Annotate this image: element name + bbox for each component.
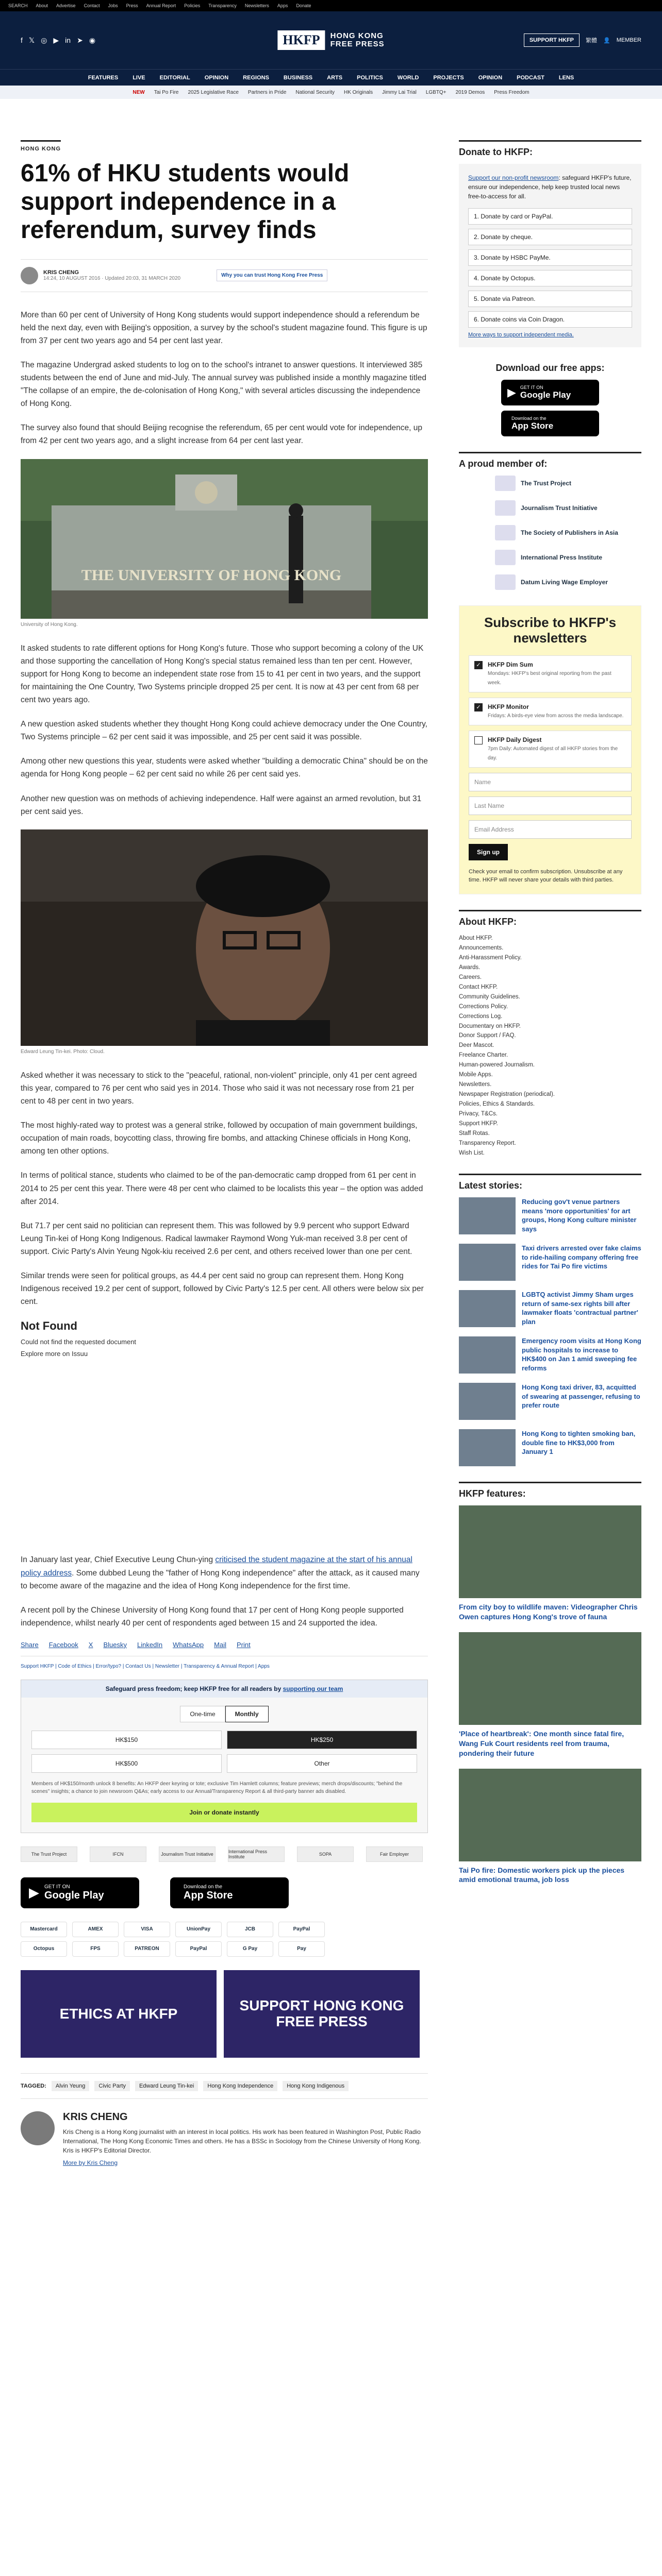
newsletter-desc: Fridays: A birds-eye view from across the media landscape. <box>488 713 624 719</box>
member-link[interactable]: MEMBER <box>616 37 641 43</box>
article-category[interactable]: HONG KONG <box>21 140 61 152</box>
trending-new-label: NEW <box>133 89 145 95</box>
about-link[interactable]: Newspaper Registration (periodical). <box>459 1091 555 1098</box>
donate-widget-heading <box>21 1680 427 1698</box>
google-big-text: Google Play <box>44 1889 104 1901</box>
tag-link[interactable]: Hong Kong Independence <box>203 2081 277 2091</box>
site-header <box>0 11 662 69</box>
google-play-icon: ▶ <box>507 386 516 399</box>
google-big-text: Google Play <box>520 390 571 400</box>
social-links <box>21 36 95 45</box>
nav-item[interactable]: OPINION <box>478 74 503 81</box>
topbar-link[interactable]: About <box>36 3 48 8</box>
member-badge-icon <box>495 574 516 590</box>
latest-story[interactable] <box>459 1429 641 1466</box>
header-actions <box>524 33 641 47</box>
share-link[interactable]: WhatsApp <box>173 1640 204 1649</box>
donate-options-list <box>468 208 632 328</box>
feature-thumbnail[interactable] <box>459 1632 641 1725</box>
sidebar-google-play-button[interactable] <box>501 380 599 405</box>
features-title: HKFP features: <box>459 1482 641 1499</box>
author-avatar[interactable] <box>21 267 38 284</box>
topbar-link[interactable]: Newsletters <box>244 3 269 8</box>
paragraph: It asked students to rate different options for Hong Kong's future. Those who support becoming a colony of the UK and those supporting the cancellation of Hong Kong's special status remained less than ten per cent. However, support for Hong Kong to become an independent state rose from 15 to 41 per cent in two years, and the support for maintaining the One Country, Two Systems principle dropped 25 per cent. It is now at 43 per cent from 68 per cent two years ago. <box>21 643 424 704</box>
donate-option[interactable]: 3. Donate by HSBC PayMe. <box>468 249 632 266</box>
about-link[interactable]: Corrections Policy. <box>459 1003 508 1010</box>
donate-heading-text: Safeguard press freedom; keep HKFP free for all readers by <box>105 1685 283 1692</box>
download-apps-title: Download our free apps: <box>495 363 605 373</box>
paragraph: A recent poll by the Chinese University of Hong Kong found that 17 per cent of Hong Kong people supported independence, whilst nearly 40 per cent of respondents aged between 15 and 24 supported the idea. <box>21 1605 404 1628</box>
payment-method: Octopus <box>21 1941 67 1957</box>
ethics-banner[interactable]: ETHICS AT HKFP <box>21 1970 217 2058</box>
about-link[interactable]: Community Guidelines. <box>459 993 520 1000</box>
tag-link[interactable]: Alvin Yeung <box>52 2081 90 2091</box>
share-link[interactable]: Share <box>21 1640 39 1649</box>
feature-title[interactable]: From city boy to wildlife maven: Videographer Chris Owen captures Hong Kong's trove of fauna <box>459 1603 638 1621</box>
member-badge-icon <box>495 550 516 565</box>
one-time-tab[interactable]: One-time <box>180 1706 225 1722</box>
story-title[interactable]: Taxi drivers arrested over fake claims to ride-hailing company offering free rides for Tai Po fire victims <box>522 1244 641 1270</box>
author-box-avatar[interactable] <box>21 2111 55 2145</box>
amount-options <box>31 1731 417 1773</box>
nav-item[interactable]: POLITICS <box>357 74 383 81</box>
about-links <box>459 934 641 1158</box>
about-link[interactable]: Careers. <box>459 974 482 980</box>
story-title[interactable]: Emergency room visits at Hong Kong public hospitals to increase to HK$400 on Jan 1 amid sweeping fee reforms <box>522 1337 641 1372</box>
logo-wordmark <box>330 32 385 49</box>
member-item[interactable] <box>495 550 641 565</box>
latest-story[interactable] <box>459 1290 641 1327</box>
member-item[interactable] <box>495 500 641 516</box>
member-badge-icon <box>495 476 516 491</box>
trending-link[interactable]: Partners in Pride <box>247 89 287 95</box>
latest-story[interactable] <box>459 1244 641 1281</box>
trending-link[interactable]: Tai Po Fire <box>154 89 179 95</box>
about-link[interactable]: Wish List. <box>459 1150 485 1157</box>
payment-method: UnionPay <box>175 1922 222 1937</box>
about-link[interactable]: Corrections Log. <box>459 1013 503 1020</box>
newsletter-note: Check your email to confirm subscription. Unsubscribe at any time. HKFP will never share your details with third parties. <box>469 868 623 884</box>
trending-link[interactable]: National Security <box>295 89 335 95</box>
about-link[interactable]: Support HKFP. <box>459 1121 498 1127</box>
payment-method: PayPal <box>175 1941 222 1957</box>
share-link[interactable]: X <box>88 1640 93 1649</box>
donate-widget <box>21 1680 428 1833</box>
about-link[interactable]: Staff Rotas. <box>459 1130 490 1137</box>
about-link[interactable]: Contact HKFP. <box>459 984 498 990</box>
payment-method: Mastercard <box>21 1922 67 1937</box>
topbar-link[interactable]: Press <box>126 3 138 8</box>
byline <box>21 259 428 292</box>
policy-address-link[interactable]: criticised the student magazine at the start of his annual policy address <box>21 1555 412 1578</box>
about-link[interactable]: Anti-Harassment Policy. <box>459 954 522 961</box>
share-link[interactable]: Facebook <box>48 1640 78 1649</box>
amount-option-other[interactable]: Other <box>227 1754 417 1773</box>
site-logo[interactable] <box>277 30 384 50</box>
facebook-icon[interactable]: f <box>21 36 23 44</box>
about-link[interactable]: Freelance Charter. <box>459 1052 508 1059</box>
support-team-link[interactable]: supporting our team <box>283 1685 343 1692</box>
author-box-name[interactable]: KRIS CHENG <box>63 2111 128 2123</box>
feature-thumbnail[interactable] <box>459 1505 641 1598</box>
apple-big-text: App Store <box>184 1889 233 1901</box>
hku-building-illustration <box>21 459 428 619</box>
app-store-button[interactable] <box>170 1877 289 1908</box>
share-link[interactable]: Bluesky <box>103 1640 127 1649</box>
tag-link[interactable]: Civic Party <box>94 2081 130 2091</box>
about-link[interactable]: About HKFP. <box>459 935 493 941</box>
about-link[interactable]: Documentary on HKFP. <box>459 1023 521 1029</box>
story-title[interactable]: Hong Kong taxi driver, 83, acquitted of swearing at passenger, refusing to prefer route <box>522 1383 640 1410</box>
newsletter-info <box>488 736 626 762</box>
member-name: International Press Institute <box>521 554 603 561</box>
newsletter-options <box>469 655 632 768</box>
promo-banners <box>21 1970 428 2058</box>
feature-title[interactable]: 'Place of heartbreak': One month since fatal fire, Wang Fuk Court residents reel from trauma, pondering their future <box>459 1729 624 1757</box>
search-link[interactable]: SEARCH <box>8 3 28 8</box>
nav-item[interactable]: ARTS <box>327 74 343 81</box>
tag-link[interactable]: Edward Leung Tin-kei <box>135 2081 198 2091</box>
topbar-link[interactable]: Apps <box>277 3 288 8</box>
sidebar-app-store-button[interactable] <box>501 411 599 436</box>
about-link[interactable]: Privacy, T&Cs. <box>459 1111 498 1117</box>
member-badge-icon <box>495 525 516 540</box>
amount-option[interactable]: HK$500 <box>31 1754 222 1773</box>
trending-links <box>154 90 529 95</box>
donate-option[interactable]: 5. Donate via Patreon. <box>468 291 632 307</box>
embed-error-title: Not Found <box>21 1319 77 1333</box>
frequency-toggle <box>31 1706 417 1722</box>
paragraph <box>21 1553 428 1592</box>
newsletter-name: HKFP Daily Digest <box>488 736 542 743</box>
story-thumbnail[interactable] <box>459 1429 516 1466</box>
trending-link[interactable]: HK Originals <box>343 89 373 95</box>
tags-label: TAGGED: <box>21 2082 46 2089</box>
article-main <box>21 140 428 2187</box>
google-play-button[interactable] <box>21 1877 139 1908</box>
newsletter-name: HKFP Dim Sum <box>488 660 533 668</box>
donate-option[interactable]: 1. Donate by card or PayPal. <box>468 208 632 225</box>
story-thumbnail[interactable] <box>459 1290 516 1327</box>
x-icon[interactable]: 𝕏 <box>28 36 35 44</box>
edward-leung-photo <box>21 829 428 1046</box>
paragraph: The magazine Undergrad asked students to log on to the school's intranet to answer questions. It interviewed 385 students between the end of June and mid-July. The annual survey was published inside a monthly magazine titled "The collapse of an empire, the de-colonisation of Hong Kong," with several articles discussing the independence of Hong Kong. <box>21 360 426 409</box>
topbar-link[interactable]: Jobs <box>108 3 118 8</box>
member-logo[interactable]: Journalism Trust Initiative <box>159 1846 216 1862</box>
member-item[interactable] <box>495 476 641 491</box>
trending-bar <box>0 86 662 99</box>
amount-option-selected[interactable]: HK$250 <box>227 1731 417 1749</box>
newsletter-desc: 7pm Daily: Automated digest of all HKFP stories from the day. <box>488 745 618 761</box>
embed-error-message: Could not find the requested document <box>21 1338 137 1346</box>
main-nav <box>0 69 662 86</box>
article-dates: 14:24, 10 AUGUST 2016 · Updated 20:03, 31 MARCH 2020 <box>43 276 181 282</box>
payment-method: VISA <box>124 1922 170 1937</box>
newsletter-checkbox[interactable]: ✓ <box>474 661 483 669</box>
share-link[interactable]: Mail <box>214 1640 226 1649</box>
story-title[interactable]: Reducing gov't venue partners means 'more opportunities' for art groups, Hong Kong culture minister says <box>522 1198 637 1233</box>
about-link[interactable]: Human-powered Journalism. <box>459 1062 535 1069</box>
member-name: The Trust Project <box>521 480 572 487</box>
paragraph: In terms of political stance, students who claimed to be of the pan-democratic camp dropped from 61 per cent in 2014 to 25 per cent this year. There were 48 per cent who claimed to be localists this year – the option was added after 2014. <box>21 1171 423 1206</box>
nav-item[interactable]: FEATURES <box>88 74 119 81</box>
trust-badge-link[interactable]: Why you can trust Hong Kong Free Press <box>217 269 327 281</box>
paragraph: But 71.7 per cent said no politician can represent them. This was followed by 9.9 percent who support Edward Leung Tin-kei of Hong Kong Indigenous. Radical lawmaker Raymond Wong Yuk-man received 3.8 per cent of support. Civic Party's Alvin Yeung Ngok-kiu received 2.6 per cent, and others received lower than one per cent. <box>21 1221 412 1256</box>
member-name: The Society of Publishers in Asia <box>521 529 618 536</box>
topbar-link[interactable]: Advertise <box>56 3 76 8</box>
paragraph: The survey also found that should Beijing recognise the referendum, 65 per cent would vote for independence, up from 42 per cent two years ago, and a slight increase from 64 per cent last year. <box>21 423 422 446</box>
topbar-link[interactable]: Transparency <box>208 3 237 8</box>
newsletter-checkbox[interactable]: ✓ <box>474 703 483 711</box>
top-utility-bar <box>0 0 662 11</box>
logo-line-2: FREE PRESS <box>330 40 385 48</box>
payment-method: PATREON <box>124 1941 170 1957</box>
newsletter-info <box>488 703 623 720</box>
paragraph-text: In January last year, Chief Executive Leung Chun-ying <box>21 1555 216 1565</box>
instagram-icon[interactable]: ◎ <box>41 36 47 44</box>
hku-photo <box>21 459 428 619</box>
sidebar <box>459 140 641 2187</box>
paragraph: Similar trends were seen for political groups, as 44.4 per cent said no group can represent them. Hong Kong Indigenous received 19.2 per cent of support, followed by Civic Party's 12.5 per cent. All others were below six per cent. <box>21 1272 424 1307</box>
newsletter-info <box>488 661 626 687</box>
member-badge-icon <box>495 500 516 516</box>
trending-link[interactable]: Press Freedom <box>494 89 529 95</box>
support-hkfp-button[interactable]: SUPPORT HKFP <box>524 33 580 47</box>
donate-option[interactable]: 6. Donate coins via Coin Dragon. <box>468 311 632 328</box>
member-name: Datum Living Wage Employer <box>521 579 608 586</box>
article-footer-links[interactable]: Support HKFP | Code of Ethics | Error/typo? | Contact Us | Newsletter | Transparency & Annual Report | Apps <box>21 1663 270 1669</box>
about-link[interactable]: Transparency Report. <box>459 1140 516 1147</box>
payment-method: PayPal <box>278 1922 325 1937</box>
more-ways-link[interactable]: More ways to support independent media. <box>468 332 574 338</box>
member-logo[interactable]: SOPA <box>297 1846 354 1862</box>
apple-big-text: App Store <box>511 421 554 431</box>
google-small-text: GET IT ON <box>44 1884 70 1890</box>
user-icon[interactable]: 👤 <box>603 37 610 44</box>
email-input[interactable]: Email Address <box>469 820 632 839</box>
latest-story[interactable] <box>459 1197 641 1234</box>
feature-stories <box>459 1505 641 1885</box>
nav-item[interactable]: PODCAST <box>517 74 544 81</box>
telegram-icon[interactable]: ➤ <box>77 36 83 44</box>
apple-small-text: Download on the <box>184 1884 223 1890</box>
app-download-row <box>21 1877 428 1908</box>
donate-sidebar-title: Donate to HKFP: <box>459 140 641 158</box>
photo-caption: Edward Leung Tin-kei. Photo: Cloud. <box>21 1048 105 1055</box>
photo-caption: University of Hong Kong. <box>21 621 78 628</box>
paragraph: More than 60 per cent of University of Hong Kong students would support independence should a referendum be held the next day, even with Beijing's opposition, a survey by the school's student magazine found. This figure is up from 37 per cent two years ago and 54 per cent last year. <box>21 310 427 345</box>
google-small-text: GET IT ON <box>520 385 543 390</box>
newsletter-checkbox[interactable] <box>474 736 483 744</box>
story-title[interactable]: LGBTQ activist Jimmy Sham urges return of same-sex rights bill after lawmaker floats 'contractual partner' plan <box>522 1291 638 1326</box>
paragraph: Asked whether it was necessary to stick to the "peaceful, rational, non-violent" principle, only 41 per cent agreed this year, compared to 76 per cent who said yes in 2014. Those who said it was not necessary rose from 21 per cent to 48 per cent in two years. <box>21 1071 417 1106</box>
paragraph: Another new question was on methods of achieving independence. Half were against an armed revolution, but 31 per cent said yes. <box>21 794 422 816</box>
donate-sidebar-text <box>468 173 632 201</box>
author-box <box>21 2111 428 2166</box>
about-link[interactable]: Newsletters. <box>459 1081 492 1088</box>
paragraph-text: . Some dubbed Leung the "father of Hong Kong independence" after the attack, as it caused many to become aware of the magazine and the idea of Hong Kong independence for the first time. <box>21 1568 420 1590</box>
last-name-input[interactable]: Last Name <box>469 796 632 815</box>
member-title: A proud member of: <box>459 452 641 469</box>
payment-method: AMEX <box>72 1922 119 1937</box>
donate-option[interactable]: 4. Donate by Octopus. <box>468 270 632 286</box>
topbar-link[interactable]: Donate <box>296 3 311 8</box>
signup-button[interactable]: Sign up <box>469 844 508 860</box>
member-list <box>459 476 641 590</box>
about-link[interactable]: Awards. <box>459 964 481 971</box>
payment-method: FPS <box>72 1941 119 1957</box>
google-play-icon: ▶ <box>29 1885 39 1901</box>
story-thumbnail[interactable] <box>459 1244 516 1281</box>
monthly-tab[interactable]: Monthly <box>225 1706 269 1722</box>
apple-small-text: Download on the <box>511 416 547 421</box>
newsletter-option[interactable] <box>469 731 632 768</box>
newsletter-signup <box>459 605 641 894</box>
logo-line-1: HONG KONG <box>330 31 384 40</box>
latest-story[interactable] <box>459 1336 641 1374</box>
feature-title[interactable]: Tai Po fire: Domestic workers pick up the pieces amid emotional trauma, job loss <box>459 1866 625 1884</box>
donate-option[interactable]: 2. Donate by cheque. <box>468 229 632 245</box>
nav-item[interactable]: REGIONS <box>243 74 269 81</box>
trending-link[interactable]: 2019 Demos <box>455 89 485 95</box>
nav-item[interactable]: LENS <box>558 74 574 81</box>
about-link[interactable]: Deer Mascot. <box>459 1042 494 1049</box>
member-logo[interactable]: IFCN <box>90 1846 146 1862</box>
about-link[interactable]: Mobile Apps. <box>459 1072 493 1078</box>
payment-method: JCB <box>227 1922 273 1937</box>
about-link[interactable]: Policies, Ethics & Standards. <box>459 1101 535 1108</box>
share-link[interactable]: LinkedIn <box>137 1640 163 1649</box>
author-name[interactable]: KRIS CHENG <box>43 269 79 276</box>
trending-link[interactable]: LGBTQ+ <box>425 89 446 95</box>
join-donate-button[interactable]: Join or donate instantly <box>31 1803 417 1822</box>
topbar-link[interactable]: Annual Report <box>146 3 176 8</box>
latest-title: Latest stories: <box>459 1174 641 1191</box>
feature-thumbnail[interactable] <box>459 1769 641 1861</box>
newsletter-name: HKFP Monitor <box>488 703 529 710</box>
story-thumbnail[interactable] <box>459 1336 516 1374</box>
member-logos-row <box>21 1846 428 1862</box>
issuu-embed-error <box>21 1319 428 1358</box>
hku-sign-text: THE UNIVERSITY OF HONG KONG <box>81 566 342 584</box>
share-bar <box>21 1641 428 1656</box>
newsletter-option[interactable] <box>469 655 632 692</box>
support-banner[interactable]: SUPPORT HONG KONG FREE PRESS <box>224 1970 420 2058</box>
paragraph: The most highly-rated way to protest was a general strike, followed by occupation of main government buildings, occupation of main roads, boycotting class, throwing fire bombs, and attacking Chinese officials in Hong Kong, among ten other options. <box>21 1121 418 1156</box>
support-newsroom-link[interactable]: Support our non-profit newsroom <box>468 174 559 181</box>
member-logo[interactable]: The Trust Project <box>21 1846 77 1862</box>
embed-explore-link[interactable]: Explore more on Issuu <box>21 1350 88 1358</box>
payment-method: Pay <box>278 1941 325 1957</box>
member-name: Journalism Trust Initiative <box>521 504 598 512</box>
more-by-author-link[interactable]: More by Kris Cheng <box>63 2159 118 2166</box>
member-item[interactable] <box>495 574 641 590</box>
latest-story[interactable] <box>459 1383 641 1420</box>
share-link[interactable]: Print <box>236 1640 251 1649</box>
nav-item[interactable]: PROJECTS <box>433 74 464 81</box>
about-link[interactable]: Donor Support / FAQ. <box>459 1032 516 1039</box>
newsletter-option[interactable] <box>469 698 632 725</box>
membership-note: Members of HK$150/month unlock 8 benefits: An HKFP deer keyring or tote; exclusive Tim Hamlett columns; feature previews; merch drops/discounts; "behind the scenes" insights; a chance to join newsroom Q&As; early access to our Annual/Transparency Report & all third-party banner ads disabled. <box>31 1781 403 1794</box>
nav-item[interactable]: OPINION <box>204 74 229 81</box>
about-title: About HKFP: <box>459 910 641 927</box>
nav-item[interactable]: BUSINESS <box>283 74 313 81</box>
newsletter-desc: Mondays: HKFP's best original reporting from the past week. <box>488 670 611 686</box>
linkedin-icon[interactable]: in <box>65 36 71 44</box>
logo-mark: HKFP <box>277 30 325 50</box>
donate-sidebar-body: : safeguard HKFP's future, ensure our independence, help keep trusted local news free-to-access for all. <box>468 174 632 200</box>
story-thumbnail[interactable] <box>459 1383 516 1420</box>
about-link[interactable]: Announcements. <box>459 944 504 951</box>
tag-link[interactable]: Hong Kong Indigenous <box>283 2081 349 2091</box>
rss-icon[interactable]: ◉ <box>89 36 96 44</box>
article-title: 61% of HKU students would support independence in a referendum, survey finds <box>21 160 350 244</box>
nav-item[interactable]: EDITORIAL <box>159 74 190 81</box>
trending-link[interactable]: Jimmy Lai Trial <box>382 89 417 95</box>
paragraph: A new question asked students whether they thought Hong Kong could achieve democracy under the One Country, Two Systems principle – 62 per cent said it was impossible, and 25 per cent said it was possible. <box>21 720 427 742</box>
name-input[interactable]: Name <box>469 773 632 791</box>
youtube-icon[interactable]: ▶ <box>53 36 59 44</box>
nav-item[interactable]: LIVE <box>133 74 145 81</box>
trending-link[interactable]: 2025 Legislative Race <box>188 89 239 95</box>
story-thumbnail[interactable] <box>459 1197 516 1234</box>
topbar-link[interactable]: Contact <box>84 3 100 8</box>
payment-methods <box>21 1922 428 1957</box>
newsletter-title: Subscribe to HKFP's newsletters <box>484 615 617 646</box>
member-logo[interactable]: International Press Institute <box>228 1846 285 1862</box>
author-bio: Kris Cheng is a Hong Kong journalist with an interest in local politics. His work has been featured in Washington Post, Public Radio International, The Hong Kong Economic Times and others. He has a BSSc in Sociology from the Chinese University of Hong Kong. Kris is HKFP's Editorial Director. <box>63 2128 421 2154</box>
member-logo[interactable]: Fair Employer <box>366 1846 423 1862</box>
donate-sidebar-card <box>459 164 641 347</box>
topbar-link[interactable]: Policies <box>184 3 201 8</box>
paragraph: Among other new questions this year, students were asked whether "building a democratic China" should be on the agenda for Hong Kong people – 62 per cent said no while 26 per cent said yes. <box>21 757 428 779</box>
story-title[interactable]: Hong Kong to tighten smoking ban, double fine to HK$3,000 from January 1 <box>522 1430 636 1456</box>
amount-option[interactable]: HK$150 <box>31 1731 222 1749</box>
tags-row <box>21 2073 428 2099</box>
payment-method: G Pay <box>227 1941 273 1957</box>
latest-stories <box>459 1197 641 1466</box>
nav-item[interactable]: WORLD <box>397 74 419 81</box>
language-switch[interactable]: 繁體 <box>586 38 598 44</box>
portrait-illustration <box>21 829 428 1046</box>
member-item[interactable] <box>495 525 641 540</box>
